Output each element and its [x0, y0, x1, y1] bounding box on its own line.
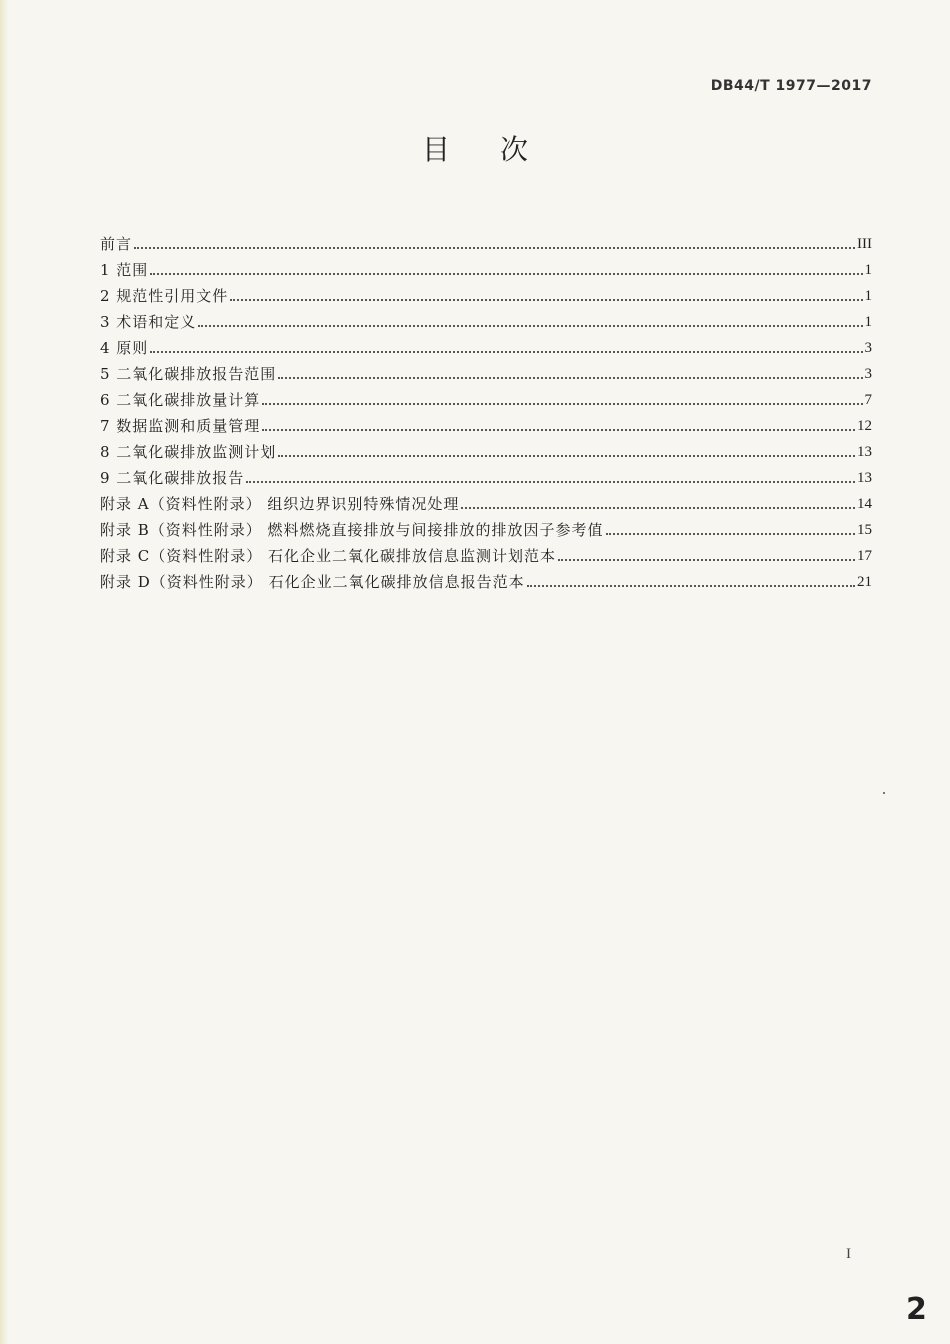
toc-dot-leader: [198, 325, 862, 327]
toc-dot-leader: [262, 429, 855, 431]
toc-entry[interactable]: [100, 254, 872, 280]
page-number: I: [846, 1246, 851, 1262]
toc-entry[interactable]: [100, 514, 872, 540]
scan-page-mark: 2: [906, 1292, 927, 1327]
toc-entry-page: 13: [857, 470, 872, 486]
toc-entry-label: 7 数据监测和质量管理: [100, 417, 261, 435]
toc-dot-leader: [246, 481, 855, 483]
toc-entry-label: 附录 A（资料性附录） 组织边界识别特殊情况处理: [100, 495, 460, 513]
toc-dot-leader: [278, 377, 862, 379]
toc-entry-page: 1: [864, 262, 872, 278]
toc-entry-label: 6 二氧化碳排放量计算: [100, 391, 261, 409]
toc-entry-page: 3: [864, 340, 872, 356]
page-edge-shadow: [0, 0, 8, 1344]
toc-entry-label: 4 原则: [100, 339, 149, 357]
toc-entry-page: 21: [857, 574, 872, 590]
toc-entry-page: 14: [857, 496, 872, 512]
toc-entry-label: 9 二氧化碳排放报告: [100, 469, 245, 487]
table-of-contents: [100, 228, 872, 592]
toc-entry[interactable]: [100, 358, 872, 384]
toc-entry[interactable]: [100, 436, 872, 462]
toc-dot-leader: [461, 507, 855, 509]
toc-entry-label: 2 规范性引用文件: [100, 287, 229, 305]
toc-entry[interactable]: [100, 306, 872, 332]
toc-entry-label: 5 二氧化碳排放报告范围: [100, 365, 277, 383]
toc-dot-leader: [150, 351, 862, 353]
toc-dot-leader: [278, 455, 855, 457]
toc-dot-leader: [150, 273, 862, 275]
toc-dot-leader: [527, 585, 855, 587]
toc-entry-page: 17: [857, 548, 872, 564]
toc-entry[interactable]: [100, 540, 872, 566]
toc-entry-label: 附录 C（资料性附录） 石化企业二氧化碳排放信息监测计划范本: [100, 547, 557, 565]
toc-entry-page: 1: [864, 288, 872, 304]
page-title: 目次: [421, 133, 578, 166]
toc-entry-page: 15: [857, 522, 872, 538]
toc-entry[interactable]: [100, 280, 872, 306]
toc-entry-label: 1 范围: [100, 261, 149, 279]
toc-entry-label: 附录 D（资料性附录） 石化企业二氧化碳排放信息报告范本: [100, 573, 525, 591]
scan-speck: [883, 792, 885, 794]
toc-entry[interactable]: [100, 384, 872, 410]
toc-entry-page: 12: [857, 418, 872, 434]
toc-dot-leader: [606, 533, 855, 535]
toc-entry-label: 8 二氧化碳排放监测计划: [100, 443, 277, 461]
document-code: DB44/T 1977—2017: [710, 78, 872, 94]
toc-entry[interactable]: [100, 488, 872, 514]
toc-dot-leader: [230, 299, 862, 301]
toc-entry-page: 3: [864, 366, 872, 382]
toc-entry-label: 3 术语和定义: [100, 313, 197, 331]
toc-entry-page: 13: [857, 444, 872, 460]
toc-entry-page: III: [857, 236, 872, 252]
toc-entry[interactable]: [100, 462, 872, 488]
toc-dot-leader: [558, 559, 855, 561]
toc-entry-page: 7: [864, 392, 872, 408]
toc-entry-label: 前言: [100, 235, 133, 253]
toc-entry-label: 附录 B（资料性附录） 燃料燃烧直接排放与间接排放的排放因子参考值: [100, 521, 604, 539]
toc-entry[interactable]: [100, 332, 872, 358]
toc-dot-leader: [262, 403, 862, 405]
toc-entry[interactable]: [100, 228, 872, 254]
toc-entry-page: 1: [864, 314, 872, 330]
toc-entry[interactable]: [100, 410, 872, 436]
toc-dot-leader: [134, 247, 855, 249]
toc-entry[interactable]: [100, 566, 872, 592]
